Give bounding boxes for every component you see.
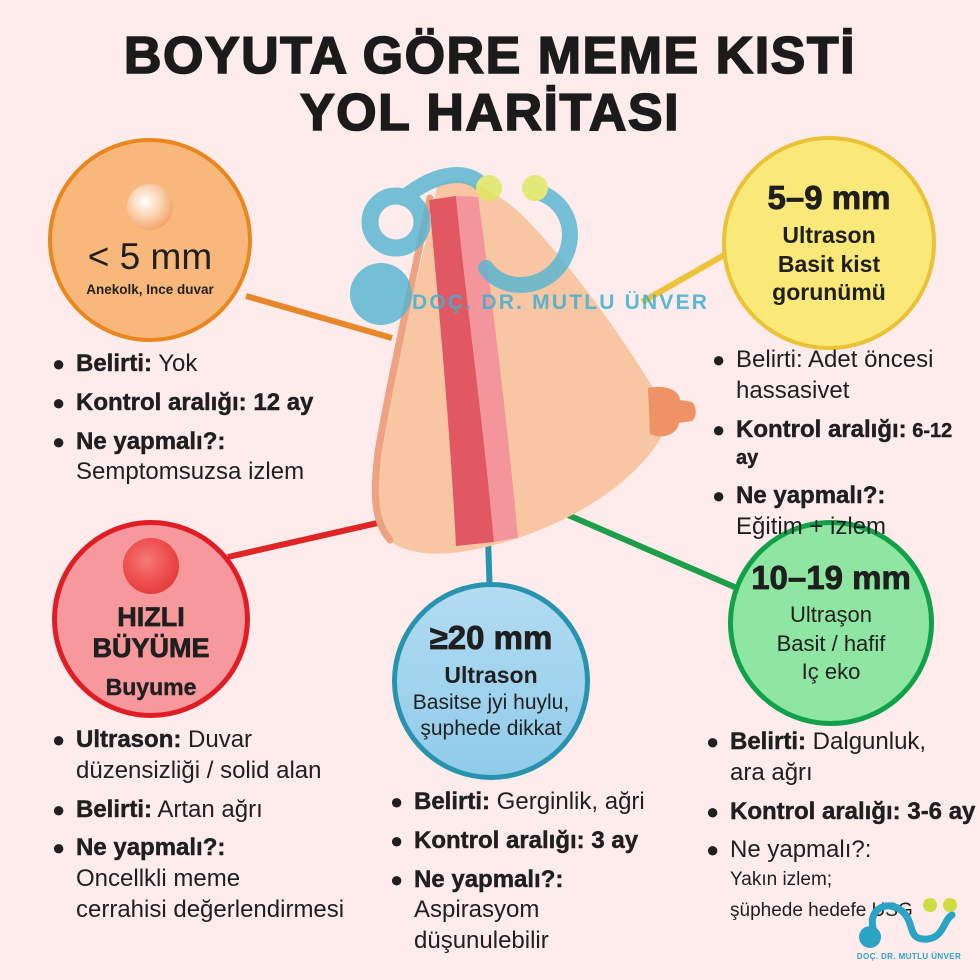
bullet-icon: ● <box>390 866 404 892</box>
list-item <box>52 834 400 862</box>
list-item-subline <box>52 896 400 924</box>
item-text: Semptomsuzsa izlem <box>76 458 305 486</box>
bullet-icon: ● <box>52 389 66 415</box>
logo-stethoscope-tube <box>872 906 952 939</box>
list-item <box>712 416 974 472</box>
cyst-ball-icon <box>123 538 179 594</box>
node-size: < 5 mm <box>87 235 213 277</box>
list-item <box>52 726 400 754</box>
brand-logo <box>846 893 972 961</box>
bullet-icon: ● <box>390 789 404 814</box>
item-text: Eğitim + izlem <box>736 513 887 541</box>
list-item <box>706 728 978 756</box>
list-item-subline <box>712 377 974 405</box>
node-line: Basitse jyi huylu, <box>412 691 570 715</box>
list-under-5mm <box>52 350 364 486</box>
bullet-icon: ● <box>706 798 720 824</box>
list-item <box>52 389 364 417</box>
item-label: Belirti: <box>76 795 153 823</box>
node-line: Basit / hafif <box>776 630 886 656</box>
bullet-icon: ● <box>706 837 720 863</box>
bullet-icon: ● <box>52 727 66 752</box>
list-item <box>390 827 702 855</box>
list-item-subline <box>52 865 400 893</box>
node-subtitle: Anekolk, Ince duvar <box>86 281 214 297</box>
stethoscope-dot-right <box>522 175 548 201</box>
brand-logo-icon <box>846 893 972 949</box>
bullet-icon: ● <box>390 827 404 853</box>
item-label: Ne yapmalı?: <box>736 482 886 510</box>
bullet-icon: ● <box>712 416 726 442</box>
item-text: ara ağrı <box>730 758 813 786</box>
item-value: 3-6 ay <box>900 797 976 825</box>
list-item-subline <box>706 759 978 787</box>
item-text: Yok <box>152 350 198 377</box>
list-item <box>390 866 702 894</box>
node-size: ≥20 mm <box>429 619 553 657</box>
item-text: Belirti: Adet öncesi <box>736 346 934 373</box>
item-label: Ne yapmalı?: <box>76 834 226 862</box>
list-item <box>52 350 364 378</box>
item-label: Ne yapmalı?: <box>414 865 564 893</box>
list-over-20mm <box>390 788 702 955</box>
node-line: gorunümü <box>772 279 886 306</box>
list-item <box>712 482 974 510</box>
logo-stethoscope-bell <box>859 926 881 948</box>
item-value: 12 ay <box>246 388 314 416</box>
logo-dot-left <box>923 898 937 912</box>
node-size: 5–9 mm <box>767 178 891 216</box>
page-title-line2: YOL HARİTASI <box>299 84 681 143</box>
node-size: 10–19 mm <box>751 559 911 597</box>
item-text: Artan ağrı <box>152 795 263 823</box>
watermark-text: DOÇ. DR. MUTLU ÜNVER <box>412 291 710 314</box>
item-text: şüphede hedefe USG <box>730 899 913 921</box>
item-text: Ne yapmalı?: <box>730 836 872 864</box>
item-text: düşunulebilir <box>414 927 549 955</box>
item-value: 3 ay <box>584 826 639 854</box>
node-5-9mm <box>722 136 936 350</box>
list-item-subline <box>390 927 702 955</box>
logo-dot-right <box>943 898 957 912</box>
node-line: Iç eko <box>801 659 861 685</box>
list-rapid-growth <box>52 726 400 924</box>
item-text: Dalgunluk, <box>806 728 927 755</box>
list-item <box>52 428 364 456</box>
item-text: hassasivet <box>736 376 850 404</box>
node-line: Ultraşon <box>790 602 872 628</box>
list-5-9mm <box>712 346 974 541</box>
list-item <box>390 788 702 816</box>
bullet-icon: ● <box>706 729 720 754</box>
nipple <box>648 387 696 436</box>
item-label: Kontrol aralığı: <box>736 415 907 443</box>
stethoscope-dot-left <box>476 175 502 201</box>
list-item <box>706 836 978 864</box>
item-text: Duvar <box>181 726 253 753</box>
node-under-5mm <box>48 138 252 342</box>
bullet-icon: ● <box>52 796 66 822</box>
node-rapid-growth <box>52 520 250 718</box>
item-label: Ultrason: <box>76 726 182 753</box>
node-line: Basit kist <box>777 250 881 277</box>
item-label: Ne yapmalı?: <box>76 427 226 455</box>
cyst-ball-icon <box>127 184 173 230</box>
item-text: Aspirasyom <box>414 896 540 924</box>
bullet-icon: ● <box>712 347 726 372</box>
node-subtitle: Buyume <box>105 673 197 700</box>
stethoscope-bell <box>350 263 412 325</box>
bullet-icon: ● <box>52 428 66 454</box>
item-value: 6-12 ay <box>736 419 953 470</box>
node-line: Ultrason <box>444 662 538 689</box>
node-line: Ultrason <box>782 221 876 248</box>
item-text: düzensizliği / solid alan <box>76 756 322 784</box>
list-item-subline <box>706 867 978 895</box>
item-label: Belirti: <box>76 350 153 377</box>
item-text: Oncellkli meme <box>76 865 241 893</box>
node-10-19mm <box>728 520 934 726</box>
item-text: Yakın izlem; <box>730 869 833 891</box>
page-title-line1: BOYUTA GÖRE MEME KISTİ <box>123 27 857 85</box>
item-label: Kontrol aralığı: <box>414 826 585 854</box>
node-over-20mm <box>392 582 590 780</box>
bullet-icon: ● <box>712 483 726 509</box>
list-item-subline <box>712 513 974 541</box>
item-text: Gerginlik, ağri <box>490 788 645 815</box>
item-label: Kontrol aralığı: <box>76 388 247 416</box>
bullet-icon: ● <box>52 351 66 376</box>
list-item-subline <box>52 757 400 785</box>
item-label: Kontrol aralığı: <box>730 797 901 825</box>
list-item <box>706 798 978 826</box>
item-text: cerrahisi değerlendirmesi <box>76 896 345 924</box>
list-item <box>52 796 400 824</box>
node-title: HIZLI BÜYÜME <box>92 601 210 663</box>
list-item-subline <box>52 458 364 486</box>
item-label: Belirti: <box>730 728 807 755</box>
list-item-subline <box>390 896 702 924</box>
brand-logo-text: DOÇ. DR. MUTLU ÜNVER <box>856 952 962 961</box>
list-item <box>712 346 974 374</box>
bullet-icon: ● <box>52 835 66 861</box>
page-title <box>0 28 980 142</box>
item-label: Belirti: <box>414 788 491 815</box>
stethoscope-ring <box>370 196 422 248</box>
node-line: şuphede dikkat <box>420 717 562 741</box>
